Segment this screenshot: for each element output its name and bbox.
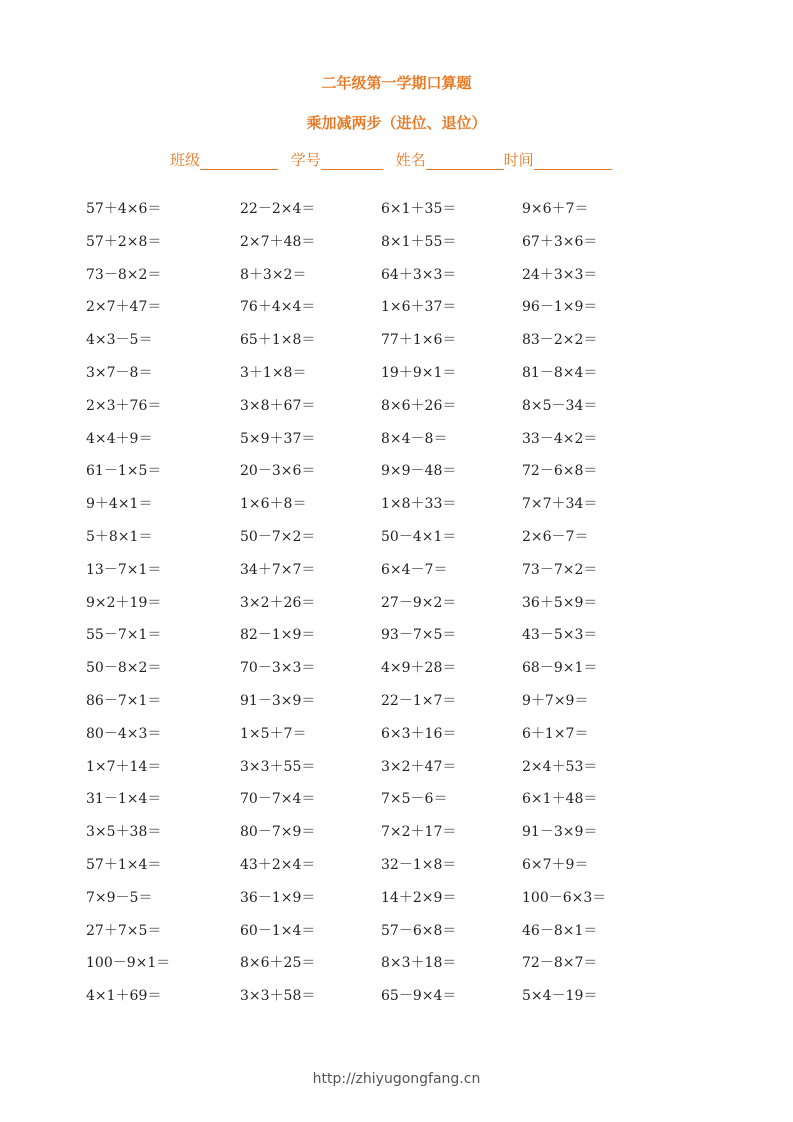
problem-item: 8＋3×2＝ (240, 266, 307, 283)
problem-item: 93－7×5＝ (381, 627, 457, 644)
problem-item: 8×1＋55＝ (381, 233, 457, 250)
problem-item: 2×7＋47＝ (86, 299, 162, 316)
problem-item: 65－9×4＝ (381, 988, 457, 1005)
problem-item: 6×1＋48＝ (522, 791, 598, 808)
problem-item: 64＋3×3＝ (381, 266, 457, 283)
problem-item: 76＋4×4＝ (240, 299, 316, 316)
problem-item: 3＋1×8＝ (240, 365, 307, 381)
problem-item: 6×1＋35＝ (381, 201, 457, 217)
problem-item: 3×3＋58＝ (240, 988, 316, 1005)
problem-item: 19＋9×1＝ (381, 365, 457, 381)
problem-item: 20－3×6＝ (240, 463, 316, 480)
time-blank[interactable] (534, 152, 612, 170)
problem-item: 83－2×2＝ (522, 332, 598, 349)
problem-item: 4×4＋9＝ (86, 430, 153, 447)
problem-item: 80－4×3＝ (86, 725, 162, 742)
problem-item: 3×2＋26＝ (240, 594, 316, 611)
problem-item: 3×5＋38＝ (86, 824, 162, 841)
problem-item: 67＋3×6＝ (522, 233, 598, 250)
problem-item: 6×3＋16＝ (381, 725, 457, 742)
problem-item: 43－5×3＝ (522, 627, 598, 644)
page-subtitle: 乘加减两步（进位、退位） (306, 114, 487, 132)
problem-item: 2×4＋53＝ (522, 758, 598, 775)
problem-item: 65＋1×8＝ (240, 332, 316, 349)
student-no-label: 学号 (290, 151, 321, 169)
problem-item: 3×2＋47＝ (381, 758, 457, 775)
problem-item: 13－7×1＝ (86, 561, 162, 578)
problem-item: 72－6×8＝ (522, 463, 598, 480)
problem-item: 100－6×3＝ (522, 889, 607, 906)
problem-item: 80－7×9＝ (240, 824, 316, 841)
problem-item: 33－4×2＝ (522, 430, 598, 447)
problem-item: 2×3＋76＝ (86, 397, 162, 414)
problem-item: 1×7＋14＝ (86, 758, 162, 775)
problem-item: 9×9－48＝ (381, 463, 457, 480)
problem-item: 34＋7×7＝ (240, 561, 316, 578)
problem-item: 7×7＋34＝ (522, 496, 598, 513)
problem-item: 8×4－8＝ (381, 430, 448, 447)
problem-item: 55－7×1＝ (86, 627, 162, 644)
problem-item: 77＋1×6＝ (381, 332, 457, 349)
problem-item: 31－1×4＝ (86, 791, 162, 808)
footer-url: http://zhiyugongfang.cn (312, 1071, 481, 1087)
problem-item: 4×1＋69＝ (86, 988, 162, 1005)
class-label: 班级 (170, 151, 201, 169)
name-label: 姓名 (395, 151, 426, 169)
class-blank[interactable] (200, 152, 278, 170)
problem-item: 46－8×1＝ (522, 922, 598, 939)
problem-item: 14＋2×9＝ (381, 889, 457, 906)
time-label: 时间 (503, 151, 534, 169)
problem-item: 5＋8×1＝ (86, 529, 153, 545)
problem-item: 22－1×7＝ (381, 693, 457, 709)
problem-item: 81－8×4＝ (522, 365, 598, 381)
problem-item: 9×6＋7＝ (522, 201, 589, 217)
problem-item: 3×3＋55＝ (240, 758, 316, 775)
problem-item: 96－1×9＝ (522, 299, 598, 316)
problem-item: 8×6＋26＝ (381, 397, 457, 414)
problem-item: 3×8＋67＝ (240, 397, 316, 414)
problem-item: 57－6×8＝ (381, 922, 457, 939)
problem-item: 9＋7×9＝ (522, 693, 589, 709)
problem-item: 1×6＋8＝ (240, 496, 307, 513)
problem-item: 70－3×3＝ (240, 660, 316, 677)
problem-item: 1×5＋7＝ (240, 725, 307, 742)
problem-item: 73－8×2＝ (86, 266, 162, 283)
problem-item: 7×5－6＝ (381, 791, 448, 808)
problem-item: 82－1×9＝ (240, 627, 316, 644)
problem-item: 91－3×9＝ (522, 824, 598, 841)
problem-item: 57＋4×6＝ (86, 201, 162, 217)
problem-item: 8×6＋25＝ (240, 955, 316, 972)
problem-item: 27－9×2＝ (381, 594, 457, 611)
problem-item: 27＋7×5＝ (86, 922, 162, 939)
problem-item: 1×8＋33＝ (381, 496, 457, 513)
problem-item: 2×7＋48＝ (240, 233, 316, 250)
problem-item: 7×2＋17＝ (381, 824, 457, 841)
problem-item: 6＋1×7＝ (522, 725, 589, 742)
problem-item: 9＋4×1＝ (86, 496, 153, 513)
problem-item: 50－7×2＝ (240, 529, 316, 545)
problem-item: 6×7＋9＝ (522, 857, 589, 873)
problem-item: 3×7－8＝ (86, 365, 153, 381)
problem-item: 91－3×9＝ (240, 693, 316, 709)
name-blank[interactable] (426, 152, 504, 170)
problem-item: 73－7×2＝ (522, 561, 598, 578)
problem-item: 50－4×1＝ (381, 529, 457, 545)
problem-item: 86－7×1＝ (86, 693, 162, 709)
problem-item: 5×9＋37＝ (240, 430, 316, 447)
problem-item: 4×3－5＝ (86, 332, 153, 349)
student-info-line (170, 149, 630, 170)
problem-item: 100－9×1＝ (86, 955, 171, 972)
problem-item: 5×4－19＝ (522, 988, 598, 1005)
problem-item: 50－8×2＝ (86, 660, 162, 677)
problem-item: 8×5－34＝ (522, 397, 598, 414)
student-no-blank[interactable] (321, 152, 383, 170)
problem-item: 36－1×9＝ (240, 889, 316, 906)
problem-item: 60－1×4＝ (240, 922, 316, 939)
problem-item: 1×6＋37＝ (381, 299, 457, 316)
problem-item: 57＋1×4＝ (86, 857, 162, 873)
problem-item: 32－1×8＝ (381, 857, 457, 873)
problem-item: 70－7×4＝ (240, 791, 316, 808)
problem-item: 6×4－7＝ (381, 561, 448, 578)
problem-item: 24＋3×3＝ (522, 266, 598, 283)
problem-item: 57＋2×8＝ (86, 233, 162, 250)
problem-item: 36＋5×9＝ (522, 594, 598, 611)
problem-item: 61－1×5＝ (86, 463, 162, 480)
problem-item: 22－2×4＝ (240, 201, 316, 217)
problem-item: 7×9－5＝ (86, 889, 153, 906)
problem-item: 8×3＋18＝ (381, 955, 457, 972)
problem-item: 68－9×1＝ (522, 660, 598, 677)
problem-item: 9×2＋19＝ (86, 594, 162, 611)
problem-item: 4×9＋28＝ (381, 660, 457, 677)
problem-item: 43＋2×4＝ (240, 857, 316, 873)
page-title: 二年级第一学期口算题 (321, 74, 472, 92)
problem-item: 2×6－7＝ (522, 529, 589, 545)
problem-item: 72－8×7＝ (522, 955, 598, 972)
